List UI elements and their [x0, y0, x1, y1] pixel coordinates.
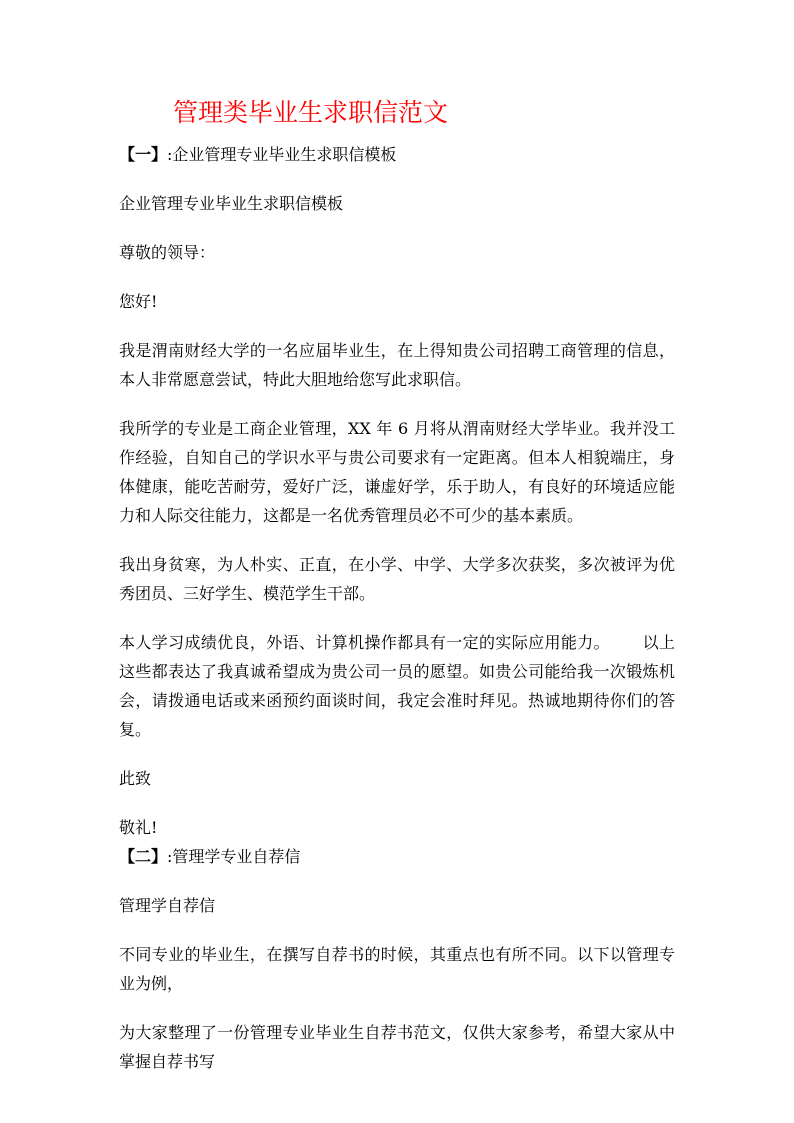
closing-line: 敬礼! [119, 818, 158, 837]
closing-line: 此致 [119, 769, 152, 788]
section-subtitle: 企业管理专业毕业生求职信模板 [119, 194, 344, 213]
body-paragraph: 我是渭南财经大学的一名应届毕业生，在上得知贵公司招聘工商管理的信息，本人非常愿意尝试，特此大胆地给您写此求职信。 [119, 341, 675, 389]
section-heading-text: :企业管理专业毕业生求职信模板 [167, 145, 397, 164]
greeting: 您好! [119, 292, 158, 311]
salutation: 尊敬的领导： [119, 243, 216, 262]
body-paragraph: 本人学习成绩优良，外语、计算机操作都具有一定的实际应用能力。 以上这些都表达了我真诚希望成为贵公司一员的愿望。如贵公司能给我一次锻炼机会，请拨通电话或来函预约面谈时间，我定会准时拜见。热诚地期待你们的答复。 [119, 633, 675, 739]
body-paragraph: 我出身贫寒，为人朴实、正直，在小学、中学、大学多次获奖，多次被评为优秀团员、三好学生、模范学生干部。 [119, 555, 675, 603]
section-heading [119, 842, 675, 871]
section-number: 【一】 [119, 145, 168, 164]
body-paragraph: 不同专业的毕业生，在撰写自荐书的时候，其重点也有所不同。以下以管理专业为例， [119, 945, 675, 993]
body-paragraph: 我所学的专业是工商企业管理，XX 年 6 月将从渭南财经大学毕业。我并没工作经验，自知自己的学识水平与贵公司要求有一定距离。但本人相貌端庄，身体健康，能吃苦耐劳，爱好广泛，谦虚好学，乐于助人，有良好的环境适应能力和人际交往能力，这都是一名优秀管理员必不可少的基本素质。 [119, 419, 675, 525]
document-title: 管理类毕业生求职信范文 [173, 98, 449, 127]
body-paragraph: 为大家整理了一份管理专业毕业生自荐书范文，仅供大家参考，希望大家从中掌握自荐书写 [119, 1023, 675, 1071]
section-subtitle: 管理学自荐信 [119, 896, 216, 915]
section-number: 【二】 [119, 847, 168, 866]
section-heading-text: :管理学专业自荐信 [167, 847, 301, 866]
section-heading [119, 140, 675, 169]
document-page [119, 92, 675, 1076]
